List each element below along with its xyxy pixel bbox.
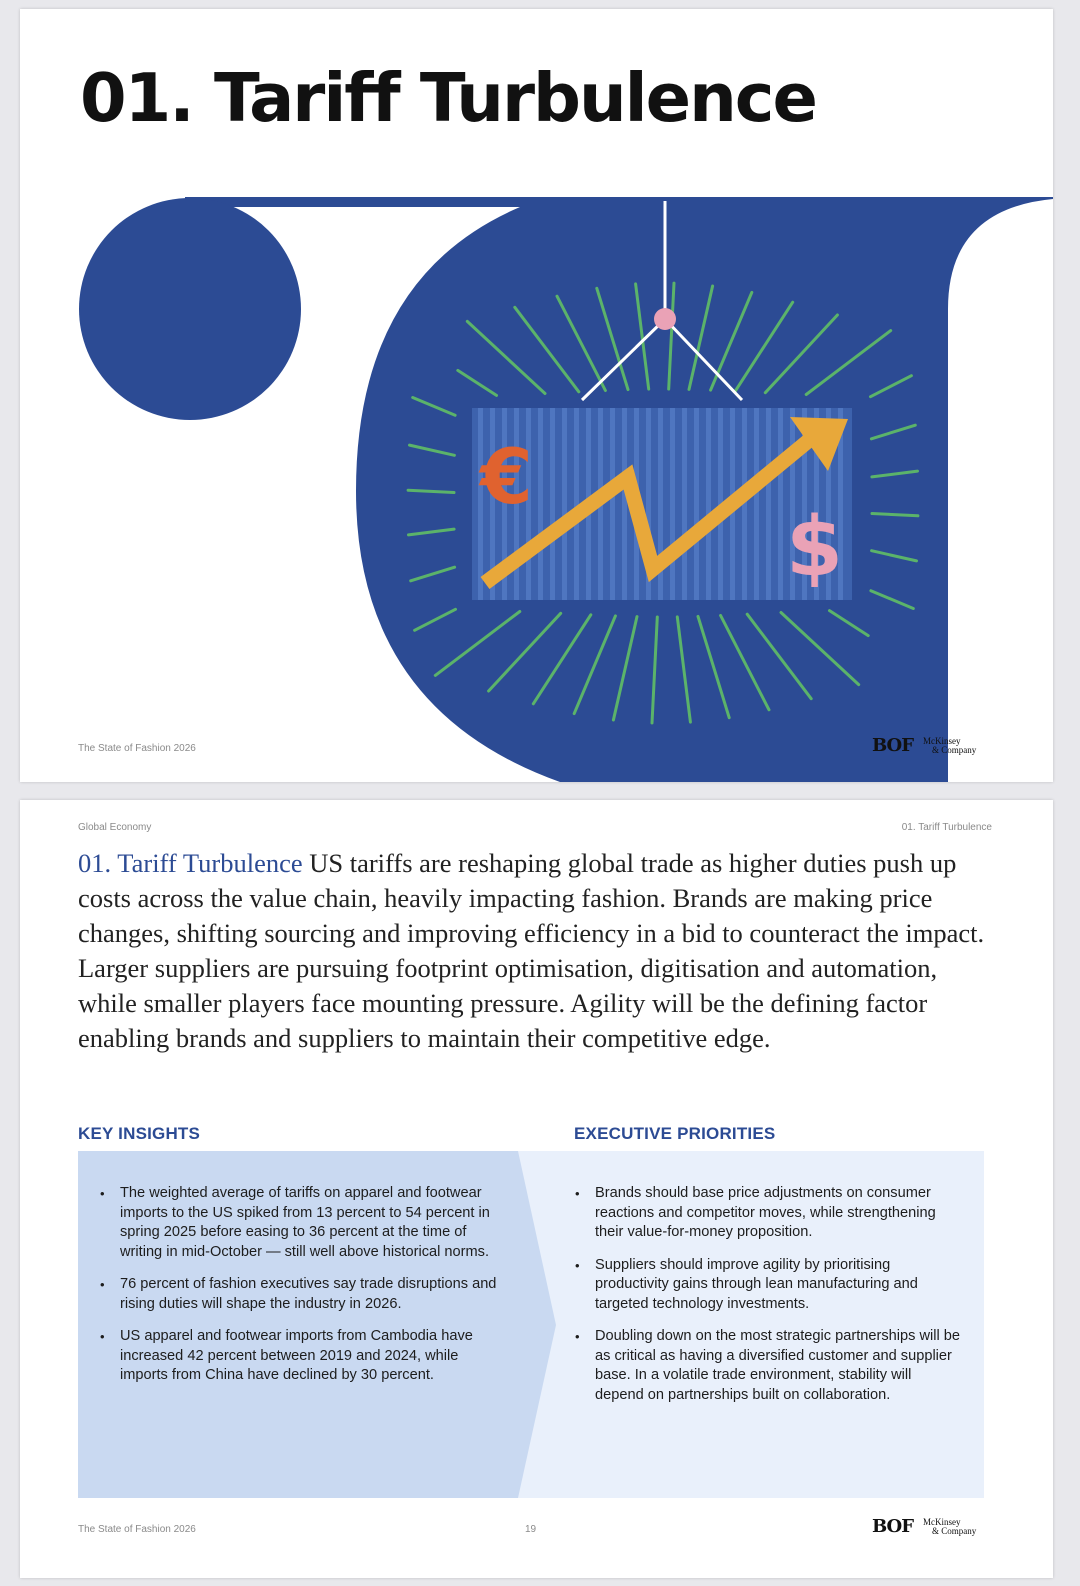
container-stripe bbox=[610, 408, 615, 600]
executive-priorities-list bbox=[575, 1184, 963, 1418]
container-stripe bbox=[538, 408, 543, 600]
footer-publication: The State of Fashion 2026 bbox=[78, 743, 196, 754]
executive-priorities-title: EXECUTIVE PRIORITIES bbox=[574, 1124, 776, 1143]
list-item: • Brands should base price adjustments on consumer reactions and competitor moves, while strengthening their value-for-money proposition. bbox=[575, 1184, 963, 1243]
container-stripe bbox=[778, 408, 783, 600]
tariff-illustration bbox=[20, 9, 1053, 782]
mckinsey-logo: McKinsey & Company bbox=[923, 735, 977, 755]
container-stripe bbox=[766, 408, 771, 600]
container-stripe bbox=[706, 408, 711, 600]
page-title: 01. Tariff Turbulence bbox=[80, 59, 816, 137]
footer-publication: The State of Fashion 2026 bbox=[78, 1524, 196, 1535]
hook-ring bbox=[654, 308, 676, 330]
container-stripe bbox=[682, 408, 687, 600]
container-stripe bbox=[622, 408, 627, 600]
intro-body: US tariffs are reshaping global trade as higher duties push up costs across the value chain, heavily impacting fashion. Brands are making price changes, shifting sourcing and improving efficiency in a bid to counteract the impact. Larger suppliers are pursuing footprint optimisation, digitisation and automation, while smaller players face mounting pressure. Agility will be the defining factor enabling brands and suppliers to maintain their competitive edge. bbox=[78, 848, 985, 1053]
blue-circle bbox=[79, 198, 301, 420]
publisher-logos bbox=[872, 1516, 987, 1537]
container-stripe bbox=[574, 408, 579, 600]
intro-paragraph bbox=[78, 846, 998, 1056]
section-label: Global Economy bbox=[78, 822, 152, 833]
chapter-label: 01. Tariff Turbulence bbox=[901, 822, 992, 833]
container-stripe bbox=[670, 408, 675, 600]
dollar-icon: $ bbox=[786, 500, 844, 595]
mckinsey-logo: McKinsey & Company bbox=[923, 1516, 977, 1536]
list-item: • Suppliers should improve agility by prioritising productivity gains through lean manufacturing and targeted technology investments. bbox=[575, 1256, 963, 1315]
container-stripe bbox=[562, 408, 567, 600]
content-page bbox=[20, 800, 1053, 1578]
list-item: • Doubling down on the most strategic partnerships will be as critical as having a diversified customer and supplier base. In a volatile trade environment, stability will depend on partnerships built on collaboration. bbox=[575, 1327, 963, 1405]
bof-logo: BOF bbox=[872, 1516, 914, 1537]
publisher-logos bbox=[872, 735, 987, 756]
container-stripe bbox=[754, 408, 759, 600]
euro-icon: € bbox=[480, 432, 533, 521]
cover-page bbox=[20, 9, 1053, 782]
intro-lead: 01. Tariff Turbulence bbox=[78, 848, 303, 878]
page-number: 19 bbox=[525, 1524, 537, 1535]
bof-logo: BOF bbox=[872, 735, 914, 756]
container-stripe bbox=[550, 408, 555, 600]
list-item: • 76 percent of fashion executives say trade disruptions and rising duties will shape the industry in 2026. bbox=[100, 1275, 506, 1314]
container-stripe bbox=[694, 408, 699, 600]
list-item: • The weighted average of tariffs on apparel and footwear imports to the US spiked from 13 percent to 54 percent in spring 2025 before easing to 36 percent at the time of writing in mid-October — still well above historical norms. bbox=[100, 1184, 506, 1262]
key-insights-list bbox=[100, 1184, 506, 1399]
list-item: • US apparel and footwear imports from Cambodia have increased 42 percent between 2019 and 2024, while imports from China have declined by 30 percent. bbox=[100, 1327, 506, 1386]
key-insights-title: KEY INSIGHTS bbox=[78, 1124, 201, 1143]
